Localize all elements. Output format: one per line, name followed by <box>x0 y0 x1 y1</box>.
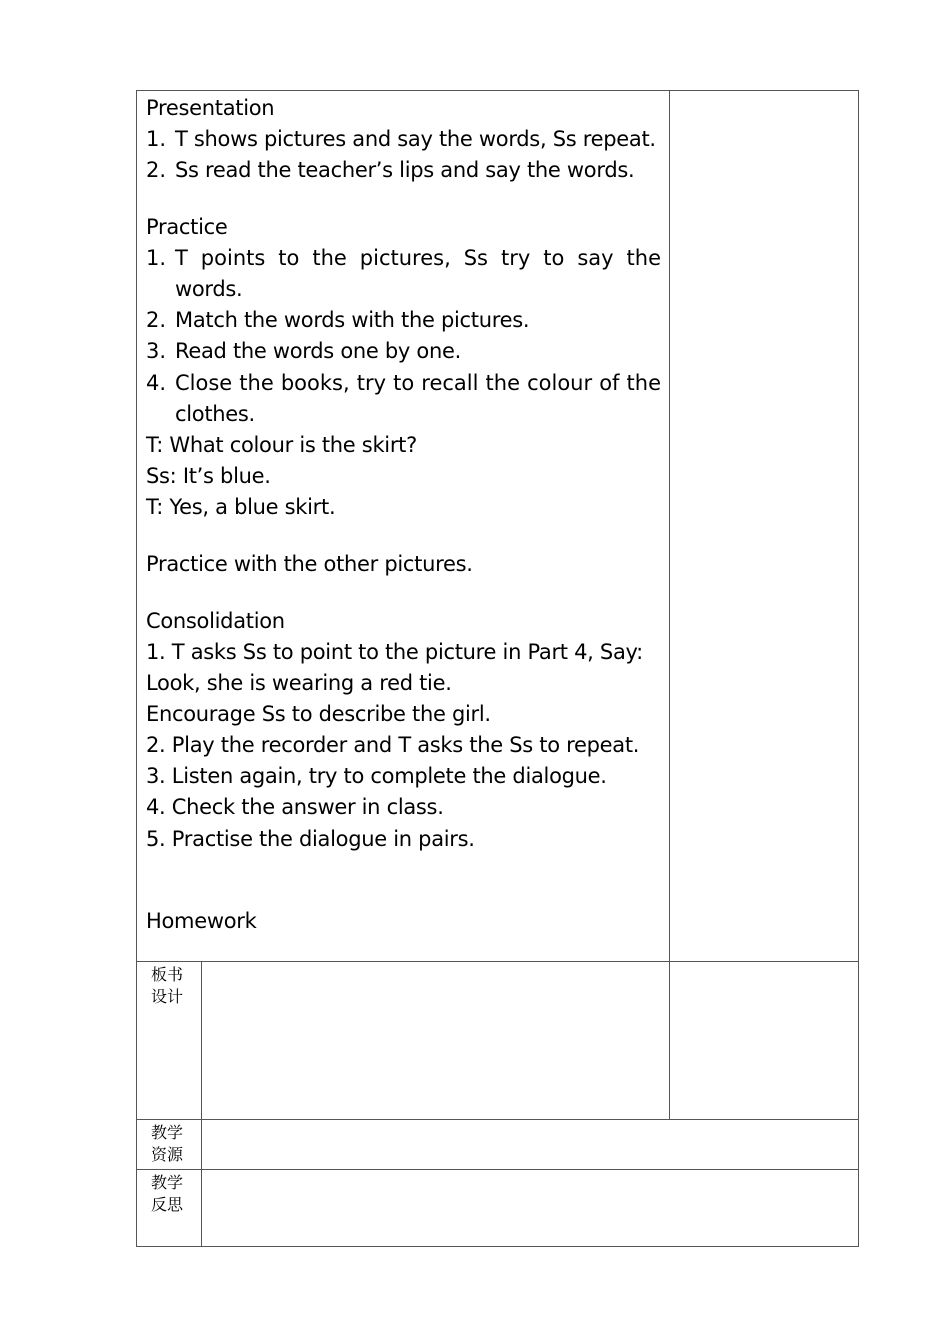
practice-item-1-line-1: T points to the pictures, Ss try to say the <box>175 246 661 270</box>
teaching-resources-label-line-1: 教学 <box>151 1123 184 1142</box>
teaching-reflection-label-line-1: 教学 <box>151 1173 184 1192</box>
board-design-label-line-2: 设计 <box>151 987 184 1006</box>
consolidation-line-7: 5. Practise the dialogue in pairs. <box>146 827 475 851</box>
consolidation-heading: Consolidation <box>146 609 285 633</box>
presentation-item-1: T shows pictures and say the words, Ss repeat. <box>175 127 656 151</box>
practice-heading: Practice <box>146 215 228 239</box>
consolidation-line-6: 4. Check the answer in class. <box>146 795 444 819</box>
consolidation-line-5: 3. Listen again, try to complete the dialogue. <box>146 764 607 788</box>
consolidation-line-2: Look, she is wearing a red tie. <box>146 671 452 695</box>
practice-item-1-line-2: words. <box>175 277 243 301</box>
presentation-heading: Presentation <box>146 96 275 120</box>
row-divider-main <box>136 961 859 962</box>
presentation-item-2-number: 2. <box>146 158 167 182</box>
presentation-item-2: Ss read the teacher’s lips and say the words. <box>175 158 635 182</box>
practice-item-1-number: 1. <box>146 246 167 270</box>
dialogue-line-2: Ss: It’s blue. <box>146 464 271 488</box>
practice-item-3-number: 3. <box>146 339 167 363</box>
practice-item-2: Match the words with the pictures. <box>175 308 530 332</box>
presentation-item-1-number: 1. <box>146 127 167 151</box>
practice-item-4-number: 4. <box>146 371 167 395</box>
right-column-divider <box>669 90 670 1120</box>
row-divider-resources <box>136 1169 859 1170</box>
practice-note: Practice with the other pictures. <box>146 552 473 576</box>
dialogue-line-1: T: What colour is the skirt? <box>146 433 417 457</box>
teaching-resources-label-line-2: 资源 <box>151 1145 184 1164</box>
row-divider-board <box>136 1119 859 1120</box>
teaching-reflection-label-line-2: 反思 <box>151 1195 184 1214</box>
homework-heading: Homework <box>146 909 257 933</box>
practice-item-2-number: 2. <box>146 308 167 332</box>
dialogue-line-3: T: Yes, a blue skirt. <box>146 495 336 519</box>
consolidation-line-1: 1. T asks Ss to point to the picture in Part 4, Say: <box>146 640 643 664</box>
consolidation-line-4: 2. Play the recorder and T asks the Ss to repeat. <box>146 733 640 757</box>
board-design-label-line-1: 板书 <box>151 965 184 984</box>
practice-item-4-line-2: clothes. <box>175 402 255 426</box>
practice-item-3: Read the words one by one. <box>175 339 461 363</box>
practice-item-4-line-1: Close the books, try to recall the colour of the <box>175 371 661 395</box>
label-column-divider <box>201 961 202 1247</box>
consolidation-line-3: Encourage Ss to describe the girl. <box>146 702 491 726</box>
